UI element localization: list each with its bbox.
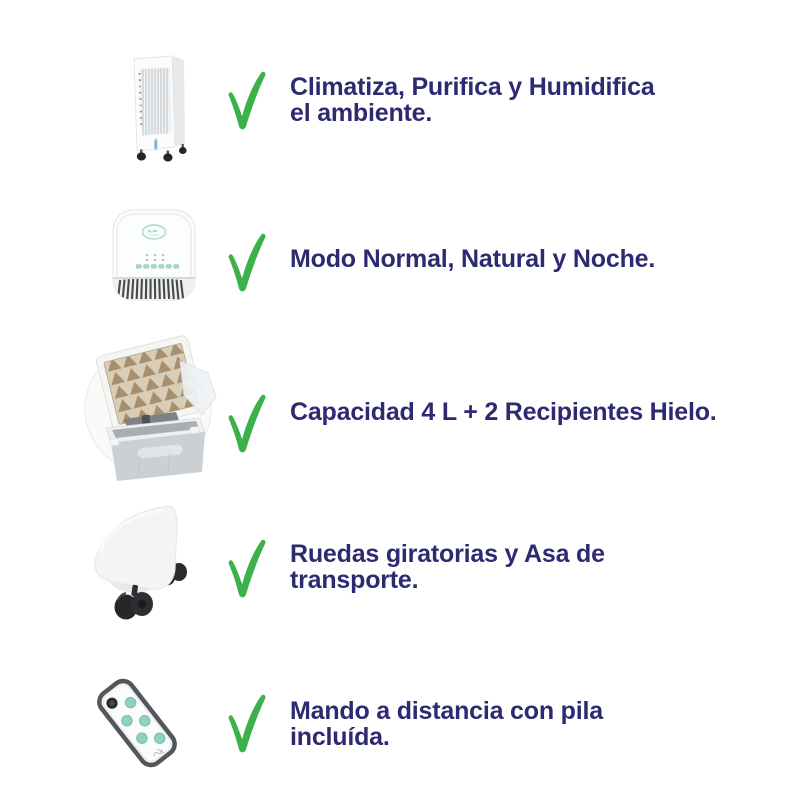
- feature-line: el ambiente.: [290, 99, 433, 127]
- top-panel-illustration: [108, 207, 200, 307]
- feature-line: Mando a distancia con pila: [290, 697, 603, 725]
- product-image-air-cooler: [105, 40, 205, 165]
- feature-text-climatize: [290, 74, 655, 126]
- wheels-illustration: [76, 500, 198, 630]
- feature-text-modes: [290, 246, 655, 272]
- tank-filter-illustration: [80, 335, 220, 483]
- feature-line: Climatiza, Purifica y Humidifica: [290, 73, 655, 101]
- feature-text-remote: [290, 698, 603, 750]
- feature-text-wheels: [290, 541, 605, 593]
- feature-line: Capacidad 4 L + 2 Recipientes Hielo.: [290, 398, 717, 426]
- air-cooler-illustration: [105, 40, 205, 165]
- check-icon: [224, 536, 268, 602]
- check-icon: [224, 230, 268, 296]
- check-icon: [224, 68, 268, 134]
- check-icon: [224, 391, 268, 457]
- feature-line: Modo Normal, Natural y Noche.: [290, 245, 656, 273]
- feature-text-capacity: [290, 399, 717, 425]
- feature-line: transporte.: [290, 566, 419, 594]
- product-image-remote: [82, 673, 192, 773]
- brand-badge: [143, 225, 166, 239]
- product-image-wheels: [76, 500, 198, 630]
- feature-line: Ruedas giratorias y Asa de: [290, 540, 605, 568]
- remote-illustration: [82, 673, 192, 773]
- product-image-top-panel: [108, 207, 200, 307]
- product-image-tank-filter: [80, 335, 220, 483]
- check-icon: [224, 691, 268, 757]
- feature-line: incluída.: [290, 723, 390, 751]
